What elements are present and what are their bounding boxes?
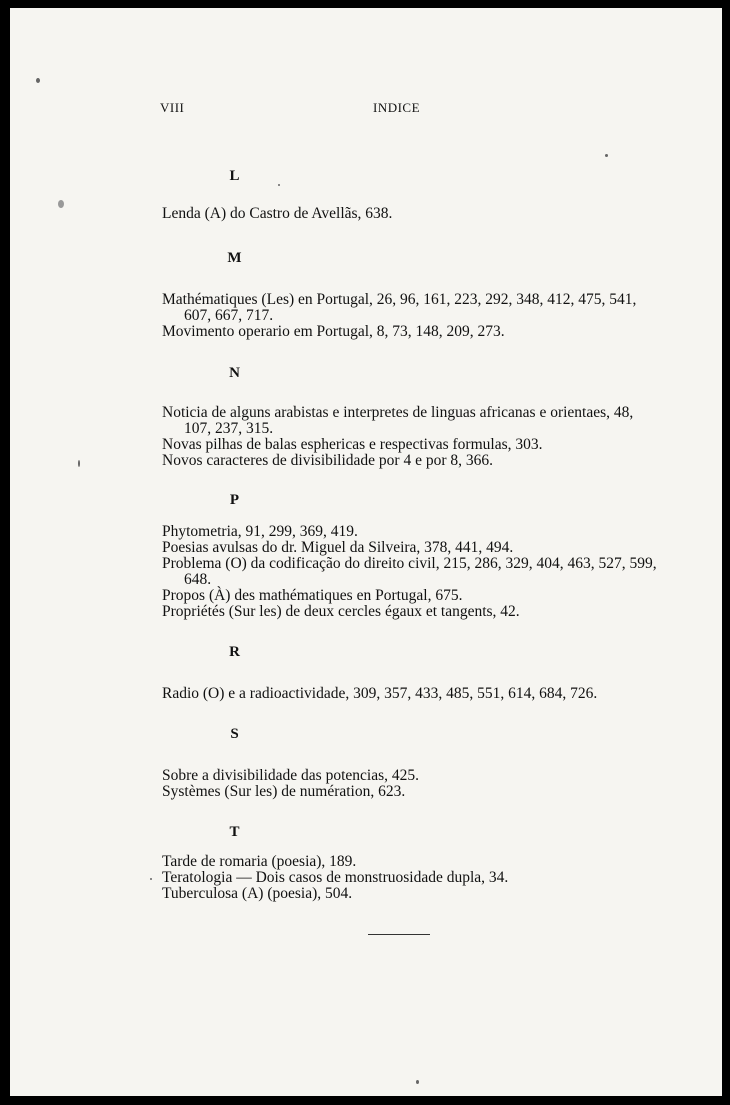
index-entry: Teratologia — Dois casos de monstruosidade dupla, 34.	[162, 869, 509, 886]
section-n	[162, 405, 662, 469]
paper-speck	[36, 78, 40, 83]
running-head	[10, 100, 722, 120]
paper-speck	[416, 1080, 419, 1084]
index-entry: Systèmes (Sur les) de numération, 623.	[162, 783, 406, 800]
index-entry: Noticia de alguns arabistas e interpretes de linguas africanas e orientaes, 48, 107, 237, 315.	[162, 404, 634, 437]
section-s	[162, 768, 662, 800]
section-t	[162, 854, 662, 902]
index-entry: Novos caracteres de divisibilidade por 4 e por 8, 366.	[162, 452, 494, 469]
index-entry: Phytometria, 91, 299, 369, 419.	[162, 523, 358, 540]
end-rule	[368, 934, 430, 935]
section-m	[162, 292, 662, 340]
index-entry: Movimento operario em Portugal, 8, 73, 148, 209, 273.	[162, 323, 505, 340]
index-entry: Propriétés (Sur les) de deux cercles égaux et tangents, 42.	[162, 603, 520, 620]
page-title: INDICE	[373, 100, 421, 115]
index-entry: Novas pilhas de balas esphericas e respectivas formulas, 303.	[162, 436, 543, 453]
paper-speck	[278, 184, 280, 186]
index-entry: Mathématiques (Les) en Portugal, 26, 96, 161, 223, 292, 348, 412, 475, 541, 607, 667, 717.	[162, 291, 637, 324]
index-entry: Problema (O) da codificação do direito civil, 215, 286, 329, 404, 463, 527, 599, 648.	[162, 555, 657, 588]
paper-speck	[78, 460, 80, 467]
index-entry: Radio (O) e a radioactividade, 309, 357, 433, 485, 551, 614, 684, 726.	[162, 685, 598, 702]
section-l	[162, 206, 662, 222]
index-entry: Propos (À) des mathématiques en Portugal, 675.	[162, 587, 463, 604]
paper-speck	[58, 200, 64, 208]
index-entry: Lenda (A) do Castro de Avellãs, 638.	[162, 205, 393, 222]
section-p	[162, 524, 662, 620]
index-entry: Sobre a divisibilidade das potencias, 425.	[162, 767, 419, 784]
index-entry: Poesias avulsas do dr. Miguel da Silveira, 378, 441, 494.	[162, 539, 514, 556]
index-entry: Tarde de romaria (poesia), 189.	[162, 853, 357, 870]
index-page: VIII INDICE L Lenda (A) do Castro de Avellãs, 638. M Mathématiques (Les) en Portugal, 26, 96, 161, 223, 292, 348, 412, 475, 541, 607, 667, 717. Movimento operario em Portugal, 8, 73, 148, 209, 273. N Noticia de alguns arabistas e interpretes de linguas africanas e orientaes, 48, 107, 237, 315. Novas pilhas de balas esphericas e respectivas formulas, 303. Novos caracteres de divisibilidade por 4 e por 8, 366. P Phytometria, 91, 299, 369, 419. Poesias avulsas do dr. Miguel da Silveira, 378, 441, 494. Problema (O) da codificação do direito civil, 215, 286, 329, 404, 463, 527, 599, 648. Propos (À) des mathématiques en Portugal, 675. Propriétés (Sur les) de deux cercles égaux et tangents, 42. R Radio (O) e a radioactividade, 309, 357, 433, 485, 551, 614, 684, 726. S Sobre a divisibilidade das potencias, 425. Systèmes (Sur les) de numération, 623. T Tarde de romaria (poesia), 189. Teratologia — Dois casos de monstruosidade dupla, 34. Tuberculosa (A) (poesia), 504.	[10, 8, 722, 1096]
section-r	[162, 686, 662, 702]
index-entry: Tuberculosa (A) (poesia), 504.	[162, 885, 353, 902]
page-number: VIII	[160, 100, 185, 115]
paper-speck	[605, 154, 608, 157]
paper-speck	[150, 878, 152, 880]
